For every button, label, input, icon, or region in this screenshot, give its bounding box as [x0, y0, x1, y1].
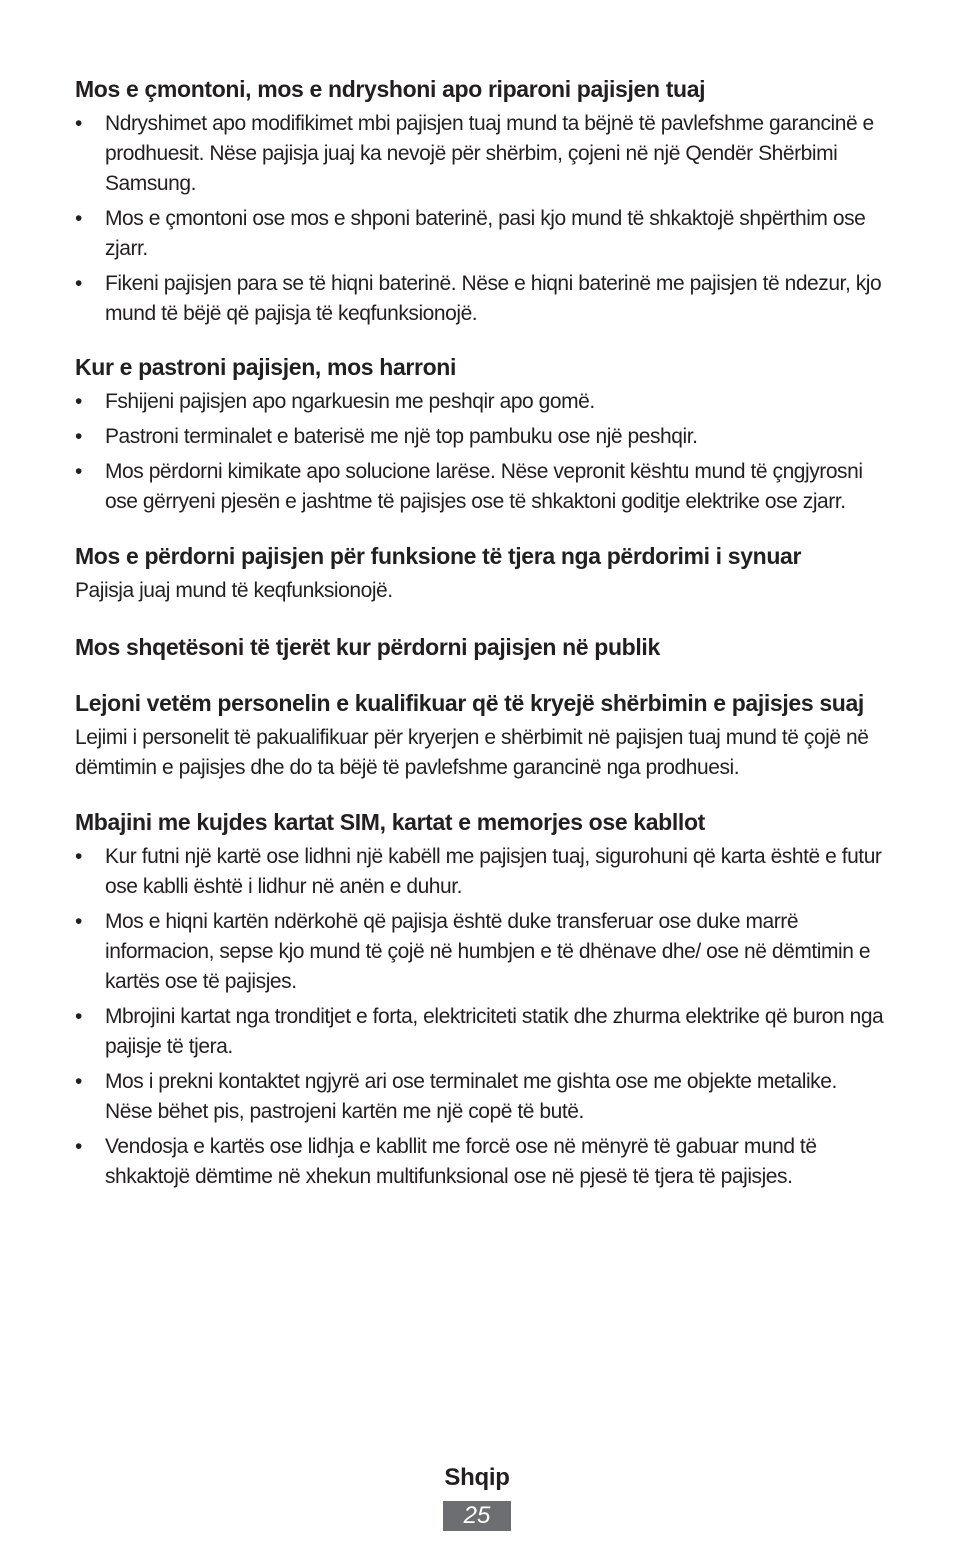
list-item — [75, 842, 887, 902]
page-footer — [0, 1462, 954, 1531]
list-item — [75, 204, 887, 264]
section-cleaning — [75, 350, 887, 517]
section-disassemble — [75, 72, 887, 329]
section-public-use — [75, 630, 887, 664]
list-item — [75, 269, 887, 329]
list-item-text: Mos përdorni kimikate apo solucione larëse. Nëse vepronit kështu mund të çngjyrosni ose gërryeni pjesën e jashtme të pajisjes ose të shkaktoni goditje elektrike ose zjarr. — [105, 460, 863, 513]
bullet-marker: • — [75, 112, 82, 135]
list-item-text: Mbrojini kartat nga tronditjet e forta, elektriciteti statik dhe zhurma elektrike që buron nga pajisje të tjera. — [105, 1005, 884, 1058]
list-item-text: Mos i prekni kontaktet ngjyrë ari ose terminalet me gishta ose me objekte metalike. Nëse bëhet pis, pastrojeni kartën me një copë të butë. — [105, 1070, 837, 1123]
section-heading: Lejoni vetëm personelin e kualifikuar që të kryejë shërbimin e pajisjes suaj — [75, 690, 864, 716]
list-item-text: Mos e hiqni kartën ndërkohë që pajisja është duke transferuar ose duke marrë informacion, sepse kjo mund të çojë në humbjen e të dhënave dhe/ ose në dëmtimin e kartës ose të pajisjes. — [105, 910, 871, 993]
list-item-text: Pastroni terminalet e baterisë me një top pambuku ose një peshqir. — [105, 425, 698, 448]
section-heading: Kur e pastroni pajisjen, mos harroni — [75, 354, 457, 380]
section-intended-use — [75, 539, 887, 606]
list-item-text: Mos e çmontoni ose mos e shponi baterinë, pasi kjo mund të shkaktojë shpërthim ose zjarr. — [105, 207, 866, 260]
section-text: Pajisja juaj mund të keqfunksionojë. — [75, 579, 393, 602]
bullet-list — [75, 387, 887, 517]
bullet-marker: • — [75, 390, 82, 413]
bullet-marker: • — [75, 845, 82, 868]
list-item — [75, 1002, 887, 1062]
bullet-marker: • — [75, 207, 82, 230]
list-item-text: Ndryshimet apo modifikimet mbi pajisjen tuaj mund ta bëjnë të pavlefshme garancinë e prodhuesit. Nëse pajisja juaj ka nevojë për shërbim, çojeni në një Qendër Shërbimi Samsung. — [105, 112, 874, 195]
list-item — [75, 422, 887, 452]
list-item — [75, 109, 887, 199]
list-item — [75, 1132, 887, 1192]
list-item-text: Fikeni pajisjen para se të hiqni baterinë. Nëse e hiqni baterinë me pajisjen të ndezur, kjo mund të bëjë që pajisja të keqfunksionojë. — [105, 272, 882, 325]
list-item — [75, 387, 887, 417]
list-item — [75, 907, 887, 997]
footer-language: Shqip — [444, 1464, 510, 1491]
bullet-list — [75, 109, 887, 329]
bullet-list — [75, 842, 887, 1192]
section-heading: Mos shqetësoni të tjerët kur përdorni pajisjen në publik — [75, 634, 660, 660]
section-sim-cards — [75, 805, 887, 1192]
list-item — [75, 457, 887, 517]
document-body — [75, 72, 887, 1197]
list-item-text: Vendosja e kartës ose lidhja e kabllit me forcë ose në mënyrë të gabuar mund të shkaktojë dëmtime në xhekun multifunksional ose në pjesë të tjera të pajisjes. — [105, 1135, 817, 1188]
section-heading: Mbajini me kujdes kartat SIM, kartat e memorjes ose kabllot — [75, 809, 705, 835]
bullet-marker: • — [75, 1005, 82, 1028]
section-heading: Mos e përdorni pajisjen për funksione të tjera nga përdorimi i synuar — [75, 543, 802, 569]
bullet-marker: • — [75, 460, 82, 483]
bullet-marker: • — [75, 910, 82, 933]
bullet-marker: • — [75, 272, 82, 295]
section-qualified-service — [75, 686, 887, 783]
section-heading: Mos e çmontoni, mos e ndryshoni apo riparoni pajisjen tuaj — [75, 76, 706, 102]
section-text: Lejimi i personelit të pakualifikuar për kryerjen e shërbimit në pajisjen tuaj mund të çojë në dëmtimin e pajisjes dhe do ta bëjë të pavlefshme garancinë nga prodhuesi. — [75, 726, 869, 779]
list-item-text: Fshijeni pajisjen apo ngarkuesin me peshqir apo gomë. — [105, 390, 595, 413]
list-item — [75, 1067, 887, 1127]
bullet-marker: • — [75, 1135, 82, 1158]
bullet-marker: • — [75, 425, 82, 448]
page-number-badge: 25 — [443, 1501, 511, 1531]
list-item-text: Kur futni një kartë ose lidhni një kabëll me pajisjen tuaj, sigurohuni që karta është e futur ose kablli është i lidhur në anën e duhur. — [105, 845, 882, 898]
bullet-marker: • — [75, 1070, 82, 1093]
